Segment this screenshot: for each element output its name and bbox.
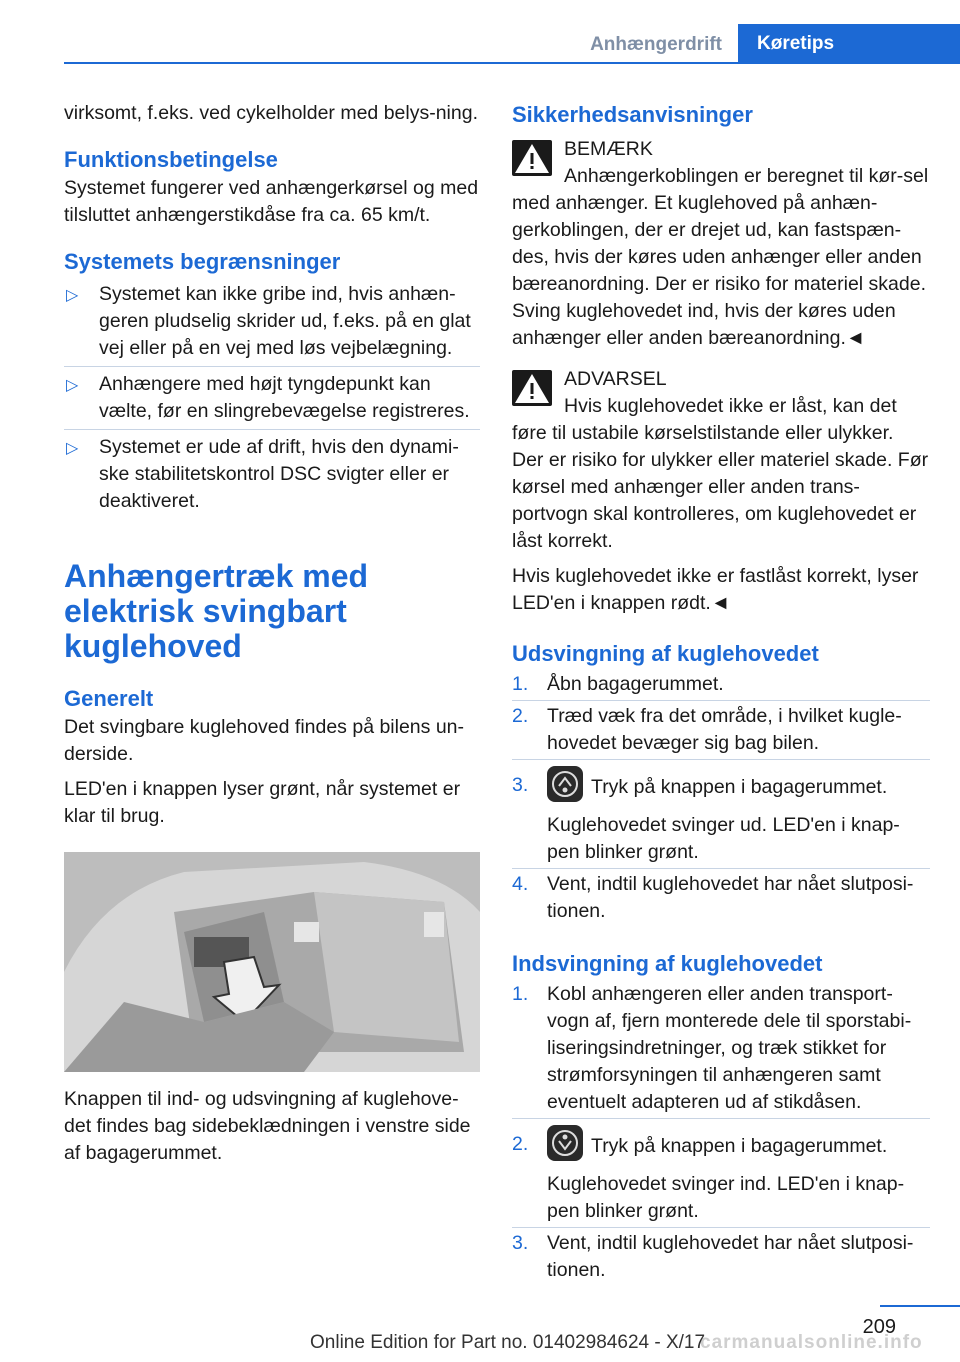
list-item: 1. Kobl anhængeren eller anden transport-vogn af, fjern monterede dele til sporstabi-liseringsindretninger, og træk stikket for strømforsyningen til anhængeren samt eventuelt adapteren ud af stikdåsen. <box>512 983 912 1113</box>
list-item: ▷ Systemet kan ikke gribe ind, hvis anhæn-geren pludselig skrider ud, f.eks. på en glat vej eller på en vej med løs vejbelægning. <box>66 283 471 359</box>
general-text-2: LED'en i knappen lyser grønt, når systemet er klar til brug. <box>64 778 461 827</box>
list-item: ▷ Anhængere med højt tyngdepunkt kan vælte, før en slingrebevægelse registreres. <box>64 366 480 429</box>
general-heading: Generelt <box>64 686 154 711</box>
note-block <box>512 136 930 352</box>
list-item: ▷ Systemet er ude af drift, hvis den dynami-ske stabilitetskontrol DSC svigter eller er deaktiveret. <box>64 429 480 519</box>
photo-caption: Knappen til ind- og udsvingning af kuglehove-det findes bag sidebeklædningen i venstre side af bagagerummet. <box>64 1088 471 1164</box>
triangle-bullet-icon: ▷ <box>66 377 79 394</box>
out-heading: Udsvingning af kuglehovedet <box>512 641 819 666</box>
page-number: 209 <box>862 1316 896 1338</box>
note-text: Anhængerkoblingen er beregnet til kør-sel med anhænger. Et kuglehoved på anhæn-gerkoblingen, der er drejet ud, kan fastspæn-des, hvis der køres uden anhænger eller anden bæreanordning. Der er risiko for materiel skade. Sving kuglehovedet ind, hvis der køres uden anhænger eller anden bæreanordning.◄ <box>512 165 929 349</box>
trailer-hitch-button-icon <box>547 766 583 802</box>
warning-text: Hvis kuglehovedet ikke er låst, kan det føre til ustabile kørselstilstande eller ulykker. Der er risiko for ulykker eller materiel skade. Før kørsel med anhænger eller anden trans-portvogn skal kontrolleres, om kuglehovedet er låst korrekt. <box>512 395 929 552</box>
watermark: carmanualsonline.info <box>700 1332 923 1353</box>
in-heading: Indsvingning af kuglehovedet <box>512 951 823 976</box>
left-column <box>64 100 480 1175</box>
list-item: 4. Vent, indtil kuglehovedet har nået slutposi-tionen. <box>512 868 930 927</box>
limits-heading: Systemets begrænsninger <box>64 249 341 274</box>
warning-label: ADVARSEL <box>564 368 667 390</box>
list-item: 2. Træd væk fra det område, i hvilket kugle-hovedet bevæger sig bag bilen. <box>512 700 930 759</box>
right-column <box>512 100 930 1286</box>
trunk-photo <box>64 852 480 1072</box>
out-steps <box>512 669 930 927</box>
main-heading: Anhængertræk med elektrisk svingbart kuglehoved <box>64 558 369 664</box>
list-item: 2. Tryk på knappen i bagagerummet. Kuglehovedet svinger ind. LED'en i knap-pen blinker grønt. <box>512 1118 930 1227</box>
warning-block <box>512 366 930 617</box>
safety-heading: Sikkerhedsanvisninger <box>512 102 753 127</box>
func-heading: Funktionsbetingelse <box>64 147 278 172</box>
warning-triangle-icon <box>512 140 552 176</box>
triangle-bullet-icon: ▷ <box>66 287 79 304</box>
triangle-bullet-icon: ▷ <box>66 440 79 457</box>
general-text-1: Det svingbare kuglehoved findes på bilens un-derside. <box>64 716 465 765</box>
footer-rule <box>880 1305 960 1307</box>
trailer-hitch-button-icon <box>547 1125 583 1161</box>
step-result: Kuglehovedet svinger ud. LED'en i knap-pen blinker grønt. <box>547 814 900 863</box>
warning-triangle-icon <box>512 370 552 406</box>
warning-text-2: Hvis kuglehovedet ikke er fastlåst korrekt, lyser LED'en i knappen rødt.◄ <box>512 565 919 614</box>
list-item: 3. Vent, indtil kuglehovedet har nået slutposi-tionen. <box>512 1227 930 1286</box>
note-label: BEMÆRK <box>564 138 653 160</box>
limits-list <box>64 277 480 519</box>
section-title: Anhængerdrift <box>590 34 722 55</box>
edition-line: Online Edition for Part no. 01402984624 - X/17 <box>310 1332 706 1353</box>
step-result: Kuglehovedet svinger ind. LED'en i knap-pen blinker grønt. <box>547 1173 905 1222</box>
header-rule <box>64 62 960 64</box>
list-item: 3. Tryk på knappen i bagagerummet. Kuglehovedet svinger ud. LED'en i knap-pen blinker grønt. <box>512 759 930 868</box>
intro-text: virksomt, f.eks. ved cykelholder med belys-ning. <box>64 102 478 124</box>
chapter-tab: Køretips <box>738 24 960 64</box>
list-item: 1. Åbn bagagerummet. <box>512 673 724 695</box>
trunk-illustration <box>64 852 480 1072</box>
func-text: Systemet fungerer ved anhængerkørsel og med tilsluttet anhængerstikdåse fra ca. 65 km/t. <box>64 177 479 226</box>
in-steps <box>512 979 930 1286</box>
